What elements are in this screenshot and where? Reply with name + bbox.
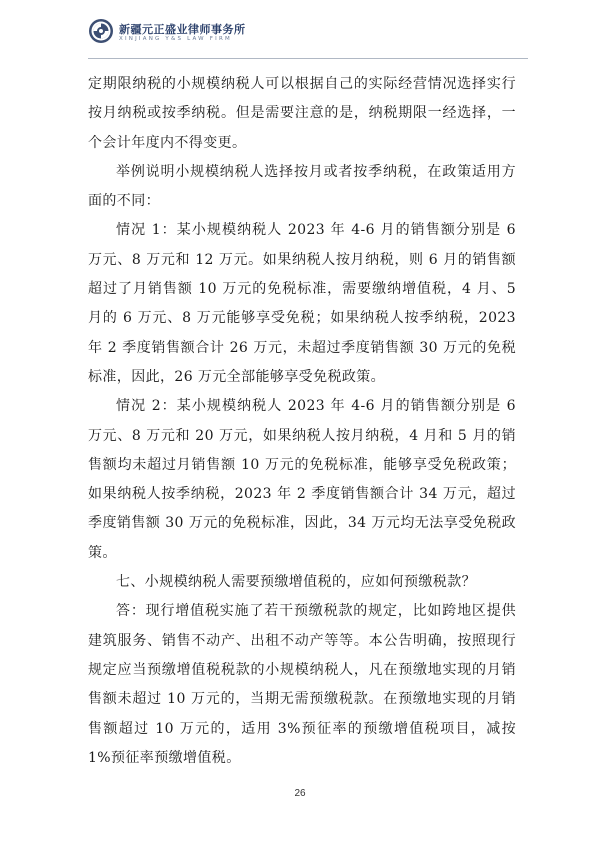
section-heading-question-7: 七、小规模纳税人需要预缴增值税的，应如何预缴税款？ <box>116 574 476 591</box>
firm-name-chinese: 新疆元正盛业律师事务所 <box>119 23 246 36</box>
page-header <box>88 14 528 60</box>
swirl-logo-icon <box>88 18 114 44</box>
paragraph-tax-period-continuation: 定期限纳税的小规模纳税人可以根据自己的实际经营情况选择实行按月纳税或按季纳税。但是需要注意的是，纳税期限一经选择，一个会计年度内不得变更。 <box>88 76 516 151</box>
document-body <box>88 70 516 773</box>
paragraph-case-2: 情况 2：某小规模纳税人 2023 年 4-6 月的销售额分别是 6 万元、8 万元和 20 万元，如果纳税人按月纳税，4 月和 5 月的销售额均未超过月销售额 10 万元的免税标准，能够享受免税政策；如果纳税人按季纳税，2023 年 2 季度销售额合计 34 万元，超过季度销售额 30 万元的免税标准，因此，34 万元均无法享受免税政策。 <box>88 398 516 561</box>
header-divider <box>88 58 528 59</box>
paragraph-answer-7: 答：现行增值税实施了若干预缴税款的规定，比如跨地区提供建筑服务、销售不动产、出租不动产等等。本公告明确，按照现行规定应当预缴增值税税款的小规模纳税人，凡在预缴地实现的月销售额未超过 10 万元的，当期无需预缴税款。在预缴地实现的月销售额超过 10 万元的，适用 3%预征率的预缴增值税项目，减按 1%预征率预缴增值税。 <box>88 603 516 766</box>
page-number: 26 <box>294 788 306 799</box>
firm-name-english: XINJIANG Y&S LAW FIRM <box>119 36 232 42</box>
paragraph-case-1: 情况 1：某小规模纳税人 2023 年 4-6 月的销售额分别是 6 万元、8 万元和 12 万元。如果纳税人按月纳税，则 6 月的销售额超过了月销售额 10 万元的免税标准，需要缴纳增值税，4 月、5 月的 6 万元、8 万元能够享受免税；如果纳税人按季纳税，2023 年 2 季度销售额合计 26 万元，未超过季度销售额 30 万元的免税标准，因此，26 万元全部能够享受免税政策。 <box>88 222 516 385</box>
paragraph-example-intro: 举例说明小规模纳税人选择按月或者按季纳税，在政策适用方面的不同： <box>88 163 516 210</box>
